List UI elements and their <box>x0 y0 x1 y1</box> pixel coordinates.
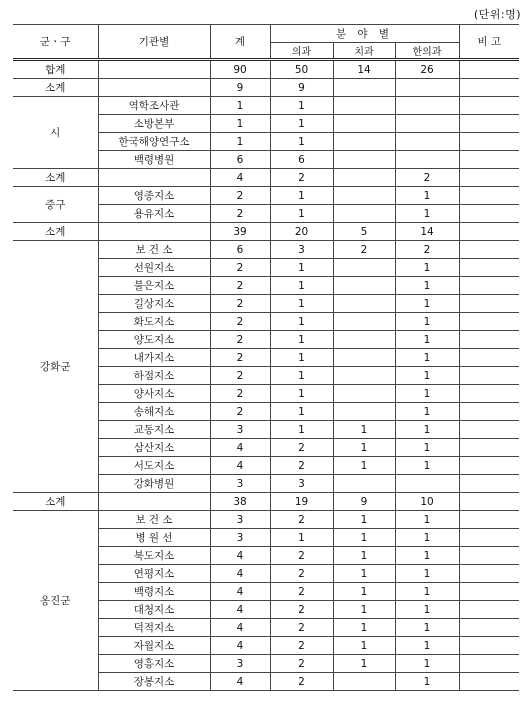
note-cell <box>459 421 519 439</box>
staff-table <box>13 24 519 691</box>
oriental-cell: 2 <box>395 241 459 259</box>
medical-cell: 2 <box>270 673 333 691</box>
table-row <box>13 187 519 205</box>
note-cell <box>459 205 519 223</box>
total-cell: 2 <box>210 205 270 223</box>
medical-cell: 2 <box>270 637 333 655</box>
note-cell <box>459 619 519 637</box>
medical-cell: 1 <box>270 403 333 421</box>
dental-cell: 1 <box>333 511 395 529</box>
medical-cell: 1 <box>270 133 333 151</box>
note-cell <box>459 259 519 277</box>
total-cell: 1 <box>210 115 270 133</box>
org-cell: 소방본부 <box>98 115 210 133</box>
header-total: 계 <box>210 25 270 60</box>
dental-cell: 14 <box>333 60 395 79</box>
dental-cell <box>333 187 395 205</box>
total-cell: 4 <box>210 637 270 655</box>
oriental-cell: 1 <box>395 547 459 565</box>
dental-cell: 9 <box>333 493 395 511</box>
note-cell <box>459 565 519 583</box>
total-cell: 2 <box>210 259 270 277</box>
org-cell <box>98 223 210 241</box>
org-cell: 불은지소 <box>98 277 210 295</box>
dental-cell: 2 <box>333 241 395 259</box>
oriental-cell: 1 <box>395 655 459 673</box>
note-cell <box>459 79 519 97</box>
note-cell <box>459 277 519 295</box>
medical-cell: 1 <box>270 259 333 277</box>
org-cell: 보 건 소 <box>98 511 210 529</box>
medical-cell: 2 <box>270 439 333 457</box>
oriental-cell: 1 <box>395 619 459 637</box>
total-cell: 4 <box>210 169 270 187</box>
dental-cell <box>333 295 395 313</box>
oriental-cell: 1 <box>395 295 459 313</box>
note-cell <box>459 367 519 385</box>
region-cell: 소계 <box>13 79 98 97</box>
oriental-cell: 26 <box>395 60 459 79</box>
total-cell: 9 <box>210 79 270 97</box>
dental-cell: 1 <box>333 547 395 565</box>
medical-cell: 2 <box>270 601 333 619</box>
note-cell <box>459 97 519 115</box>
dental-cell <box>333 277 395 295</box>
org-cell: 영종지소 <box>98 187 210 205</box>
dental-cell <box>333 259 395 277</box>
org-cell: 교동지소 <box>98 421 210 439</box>
oriental-cell: 1 <box>395 259 459 277</box>
medical-cell: 9 <box>270 79 333 97</box>
note-cell <box>459 637 519 655</box>
total-cell: 3 <box>210 421 270 439</box>
oriental-cell: 1 <box>395 529 459 547</box>
org-cell: 송해지소 <box>98 403 210 421</box>
total-cell: 4 <box>210 457 270 475</box>
org-cell: 역학조사관 <box>98 97 210 115</box>
org-cell: 장봉지소 <box>98 673 210 691</box>
medical-cell: 2 <box>270 547 333 565</box>
org-cell: 내가지소 <box>98 349 210 367</box>
region-cell: 합계 <box>13 60 98 79</box>
table-row <box>13 223 519 241</box>
medical-cell: 2 <box>270 655 333 673</box>
total-cell: 6 <box>210 241 270 259</box>
table-row <box>13 511 519 529</box>
header-region: 군ㆍ구 <box>13 25 98 60</box>
total-cell: 4 <box>210 439 270 457</box>
note-cell <box>459 457 519 475</box>
note-cell <box>459 133 519 151</box>
oriental-cell: 1 <box>395 457 459 475</box>
oriental-cell <box>395 115 459 133</box>
medical-cell: 2 <box>270 583 333 601</box>
table-row <box>13 241 519 259</box>
oriental-cell <box>395 475 459 493</box>
table-row <box>13 169 519 187</box>
dental-cell: 1 <box>333 421 395 439</box>
note-cell <box>459 655 519 673</box>
total-cell: 1 <box>210 97 270 115</box>
total-cell: 2 <box>210 403 270 421</box>
dental-cell: 1 <box>333 583 395 601</box>
note-cell <box>459 601 519 619</box>
medical-cell: 2 <box>270 619 333 637</box>
total-cell: 6 <box>210 151 270 169</box>
note-cell <box>459 403 519 421</box>
dental-cell <box>333 169 395 187</box>
medical-cell: 1 <box>270 205 333 223</box>
dental-cell: 1 <box>333 529 395 547</box>
total-cell: 4 <box>210 565 270 583</box>
oriental-cell <box>395 97 459 115</box>
oriental-cell: 10 <box>395 493 459 511</box>
note-cell <box>459 223 519 241</box>
org-cell: 영흥지소 <box>98 655 210 673</box>
dental-cell <box>333 403 395 421</box>
medical-cell: 1 <box>270 187 333 205</box>
oriental-cell: 1 <box>395 637 459 655</box>
org-cell: 서도지소 <box>98 457 210 475</box>
header-field: 분 야 별 <box>270 25 459 43</box>
note-cell <box>459 547 519 565</box>
medical-cell: 1 <box>270 115 333 133</box>
oriental-cell: 1 <box>395 601 459 619</box>
total-cell: 2 <box>210 187 270 205</box>
header-oriental: 한의과 <box>395 43 459 60</box>
note-cell <box>459 60 519 79</box>
region-cell: 시 <box>13 97 98 169</box>
medical-cell: 1 <box>270 331 333 349</box>
oriental-cell: 1 <box>395 421 459 439</box>
dental-cell <box>333 475 395 493</box>
oriental-cell: 1 <box>395 673 459 691</box>
medical-cell: 2 <box>270 511 333 529</box>
total-cell: 38 <box>210 493 270 511</box>
table-row <box>13 79 519 97</box>
org-cell: 한국해양연구소 <box>98 133 210 151</box>
dental-cell <box>333 97 395 115</box>
table-row <box>13 97 519 115</box>
dental-cell <box>333 205 395 223</box>
org-cell: 병 원 선 <box>98 529 210 547</box>
dental-cell <box>333 133 395 151</box>
header-org: 기관별 <box>98 25 210 60</box>
total-cell: 2 <box>210 331 270 349</box>
org-cell: 백령지소 <box>98 583 210 601</box>
total-cell: 2 <box>210 295 270 313</box>
dental-cell <box>333 385 395 403</box>
org-cell: 덕적지소 <box>98 619 210 637</box>
medical-cell: 1 <box>270 313 333 331</box>
dental-cell <box>333 79 395 97</box>
note-cell <box>459 673 519 691</box>
total-cell: 4 <box>210 619 270 637</box>
total-cell: 4 <box>210 601 270 619</box>
org-cell: 삼산지소 <box>98 439 210 457</box>
org-cell <box>98 493 210 511</box>
org-cell: 북도지소 <box>98 547 210 565</box>
note-cell <box>459 475 519 493</box>
total-cell: 3 <box>210 655 270 673</box>
medical-cell: 3 <box>270 475 333 493</box>
header-note: 비 고 <box>459 25 519 60</box>
note-cell <box>459 385 519 403</box>
note-cell <box>459 511 519 529</box>
oriental-cell: 1 <box>395 205 459 223</box>
dental-cell: 1 <box>333 637 395 655</box>
org-cell: 양도지소 <box>98 331 210 349</box>
dental-cell: 1 <box>333 601 395 619</box>
oriental-cell: 1 <box>395 313 459 331</box>
note-cell <box>459 295 519 313</box>
dental-cell: 1 <box>333 655 395 673</box>
medical-cell: 6 <box>270 151 333 169</box>
note-cell <box>459 115 519 133</box>
oriental-cell <box>395 79 459 97</box>
total-cell: 4 <box>210 673 270 691</box>
dental-cell: 1 <box>333 457 395 475</box>
medical-cell: 1 <box>270 349 333 367</box>
oriental-cell: 14 <box>395 223 459 241</box>
note-cell <box>459 151 519 169</box>
oriental-cell <box>395 151 459 169</box>
region-cell: 옹진군 <box>13 511 98 691</box>
org-cell: 화도지소 <box>98 313 210 331</box>
total-cell: 2 <box>210 349 270 367</box>
note-cell <box>459 349 519 367</box>
note-cell <box>459 313 519 331</box>
org-cell: 강화병원 <box>98 475 210 493</box>
org-cell: 하점지소 <box>98 367 210 385</box>
org-cell: 양사지소 <box>98 385 210 403</box>
medical-cell: 2 <box>270 457 333 475</box>
medical-cell: 3 <box>270 241 333 259</box>
org-cell <box>98 79 210 97</box>
dental-cell <box>333 331 395 349</box>
dental-cell <box>333 367 395 385</box>
oriental-cell: 1 <box>395 439 459 457</box>
org-cell <box>98 60 210 79</box>
total-cell: 1 <box>210 133 270 151</box>
dental-cell <box>333 349 395 367</box>
oriental-cell: 1 <box>395 331 459 349</box>
org-cell: 선원지소 <box>98 259 210 277</box>
header-dental: 치과 <box>333 43 395 60</box>
org-cell: 대청지소 <box>98 601 210 619</box>
total-cell: 3 <box>210 529 270 547</box>
dental-cell: 1 <box>333 619 395 637</box>
dental-cell <box>333 151 395 169</box>
oriental-cell: 1 <box>395 349 459 367</box>
unit-label: (단위:명) <box>473 8 521 21</box>
total-cell: 4 <box>210 547 270 565</box>
medical-cell: 2 <box>270 169 333 187</box>
dental-cell <box>333 115 395 133</box>
note-cell <box>459 241 519 259</box>
dental-cell <box>333 313 395 331</box>
medical-cell: 1 <box>270 97 333 115</box>
total-cell: 4 <box>210 583 270 601</box>
region-cell: 소계 <box>13 493 98 511</box>
note-cell <box>459 331 519 349</box>
total-cell: 2 <box>210 313 270 331</box>
header-medical: 의과 <box>270 43 333 60</box>
org-cell: 용유지소 <box>98 205 210 223</box>
total-cell: 39 <box>210 223 270 241</box>
total-cell: 2 <box>210 367 270 385</box>
dental-cell: 1 <box>333 439 395 457</box>
medical-cell: 1 <box>270 421 333 439</box>
dental-cell <box>333 673 395 691</box>
region-cell: 중구 <box>13 187 98 223</box>
dental-cell: 1 <box>333 565 395 583</box>
total-cell: 3 <box>210 475 270 493</box>
org-cell: 백령병원 <box>98 151 210 169</box>
oriental-cell: 1 <box>395 187 459 205</box>
medical-cell: 20 <box>270 223 333 241</box>
region-cell: 소계 <box>13 223 98 241</box>
note-cell <box>459 493 519 511</box>
medical-cell: 50 <box>270 60 333 79</box>
medical-cell: 2 <box>270 565 333 583</box>
oriental-cell: 1 <box>395 277 459 295</box>
medical-cell: 1 <box>270 367 333 385</box>
table-body <box>13 60 519 691</box>
oriental-cell: 1 <box>395 583 459 601</box>
oriental-cell: 1 <box>395 403 459 421</box>
oriental-cell <box>395 133 459 151</box>
note-cell <box>459 583 519 601</box>
total-cell: 2 <box>210 385 270 403</box>
region-cell: 소계 <box>13 169 98 187</box>
medical-cell: 19 <box>270 493 333 511</box>
oriental-cell: 2 <box>395 169 459 187</box>
medical-cell: 1 <box>270 385 333 403</box>
total-cell: 2 <box>210 277 270 295</box>
note-cell <box>459 529 519 547</box>
org-cell: 연평지소 <box>98 565 210 583</box>
org-cell <box>98 169 210 187</box>
medical-cell: 1 <box>270 529 333 547</box>
dental-cell: 5 <box>333 223 395 241</box>
table-row <box>13 60 519 79</box>
oriental-cell: 1 <box>395 511 459 529</box>
table-row <box>13 493 519 511</box>
org-cell: 보 건 소 <box>98 241 210 259</box>
note-cell <box>459 187 519 205</box>
note-cell <box>459 439 519 457</box>
oriental-cell: 1 <box>395 565 459 583</box>
org-cell: 길상지소 <box>98 295 210 313</box>
oriental-cell: 1 <box>395 385 459 403</box>
note-cell <box>459 169 519 187</box>
medical-cell: 1 <box>270 295 333 313</box>
total-cell: 90 <box>210 60 270 79</box>
org-cell: 자월지소 <box>98 637 210 655</box>
region-cell: 강화군 <box>13 241 98 493</box>
oriental-cell: 1 <box>395 367 459 385</box>
medical-cell: 1 <box>270 277 333 295</box>
total-cell: 3 <box>210 511 270 529</box>
